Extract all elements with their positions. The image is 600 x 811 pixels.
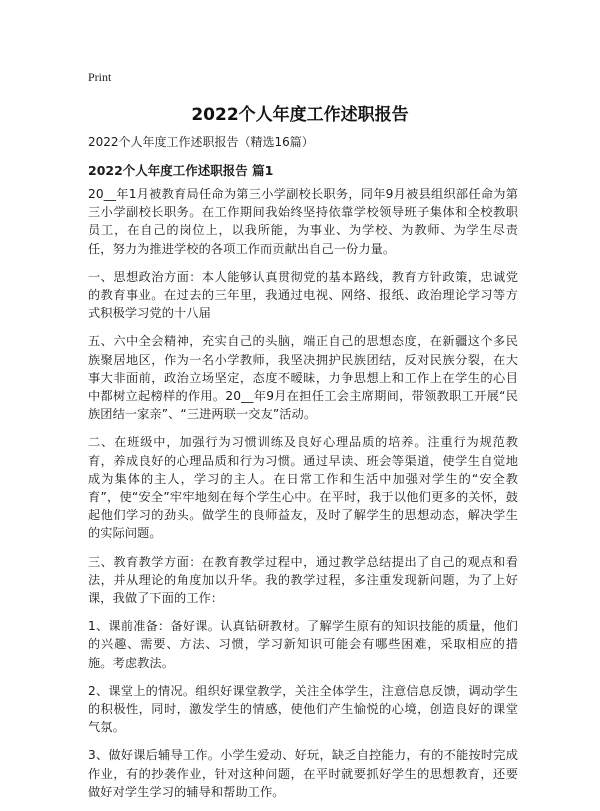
section-heading: 2022个人年度工作述职报告 篇1	[88, 163, 274, 178]
paragraph: 2、课堂上的情况。组织好课堂教学，关注全体学生，注意信息反馈，调动学生的积极性，同时，激发学生的情感，使他们产生愉悦的心境，创造良好的课堂气氛。	[88, 683, 518, 735]
document-body	[88, 185, 518, 811]
page-title: 2022个人年度工作述职报告	[191, 105, 409, 125]
document-subtitle: 2022个人年度工作述职报告（精选16篇）	[88, 135, 314, 149]
paragraph: 三、教育教学方面：在教育教学过程中，通过教学总结提出了自己的观点和看法，并从理论的角度加以升华。我的教学过程，多注重发现新问题，为了上好课，我做了下面的工作：	[88, 554, 518, 606]
paragraph: 1、课前准备：备好课。认真钻研教材。了解学生原有的知识技能的质量，他们的兴趣、需要、方法、习惯，学习新知识可能会有哪些困难，采取相应的措施。考虑教法。	[88, 619, 518, 670]
paragraph: 五、六中全会精神，充实自己的头脑，端正自己的思想态度，在新疆这个多民族聚居地区，作为一名小学教师，我坚决拥护民族团结，反对民族分裂，在大事大非面前，政治立场坚定，态度不暧昧，力争思想上和工作上在学生的心目中都树立起榜样的作用。20__年9月在担任工会主席期间，带领教职工开展“民族团结一家亲”、“三进两联一交友”活动。	[88, 334, 518, 422]
paragraph: 一、思想政治方面：本人能够认真贯彻党的基本路线，教育方针政策，忠诚党的教育事业。在过去的三年里，我通过电视、网络、报纸、政治理论学习等方式积极学习党的十八届	[88, 269, 518, 321]
paragraph: 二、在班级中，加强行为习惯训练及良好心理品质的培养。注重行为规范教育，养成良好的心理品质和行为习惯。通过早读、班会等渠道，使学生自觉地成为集体的主人，学习的主人。在日常工作和生活中加强对学生的“安全教育”，使“安全”牢牢地刻在每个学生心中。在平时，我于以他们更多的关怀，鼓起他们学习的劲头。做学生的良师益友，及时了解学生的思想动态，解决学生的实际问题。	[88, 435, 518, 541]
paragraph: 20__年1月被教育局任命为第三小学副校长职务，同年9月被县组织部任命为第三小学副校长职务。在工作期间我始终坚持依靠学校领导班子集体和全校教职员工，在自己的岗位上，以我所能，为事业、为学校、为教师、为学生尽责任，努力为推进学校的各项工作而贡献出自己一份力量。	[88, 187, 518, 256]
paragraph: 3、做好课后辅导工作。小学生爱动、好玩，缺乏自控能力，有的不能按时完成作业，有的抄袭作业，针对这种问题，在平时就要抓好学生的思想教育，还要做好对学生学习的辅导和帮助工作。	[88, 748, 518, 799]
print-link[interactable]: Print	[88, 70, 112, 84]
